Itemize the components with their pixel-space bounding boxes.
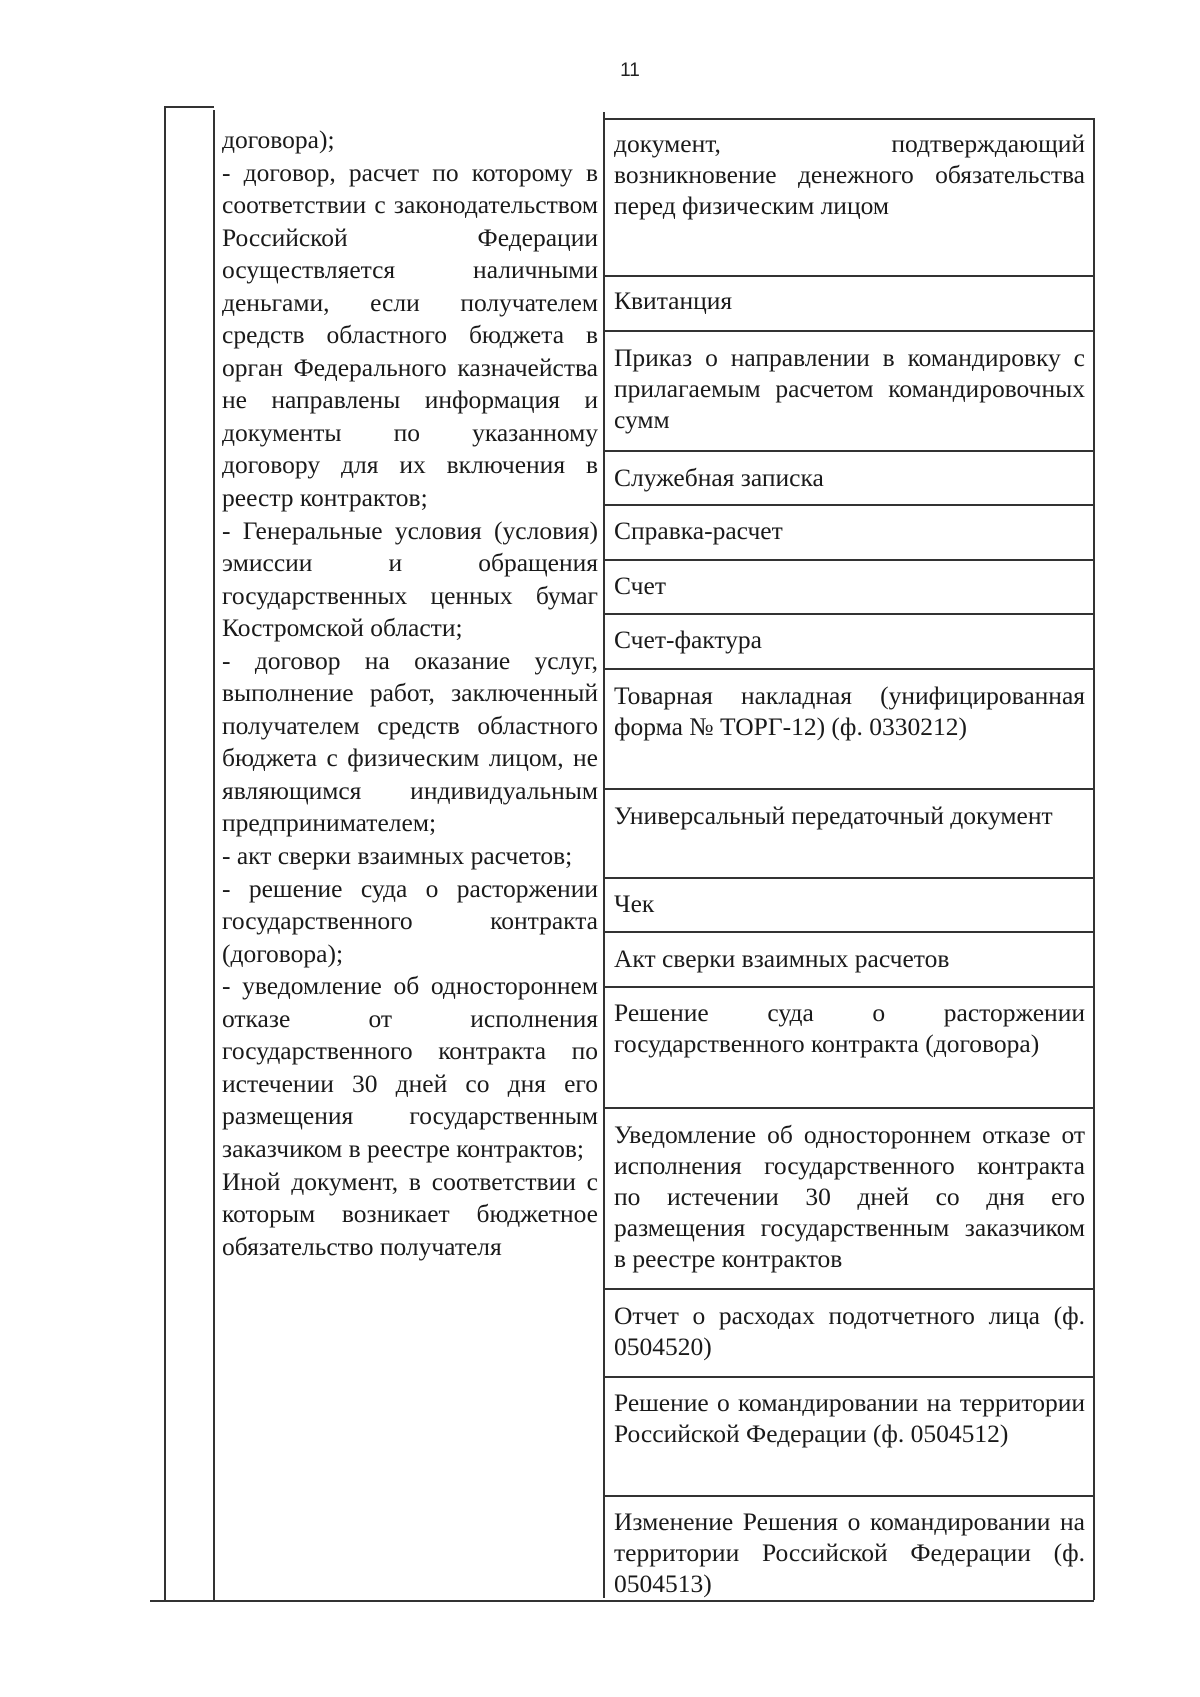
right-cell: Служебная записка: [614, 463, 824, 492]
right-cell: Счет: [614, 571, 666, 600]
right-cell: Счет-фактура: [614, 625, 762, 654]
page-number: 11: [620, 60, 640, 81]
left-paragraph: - договор, расчет по которому в соответствии с законодательством Российской Федерации осуществляется наличными деньгами, если получателем средств областного бюджета в орган Федерального казначейства не направлены информация и документы по указанному договору для их включения в реестр контрактов;: [222, 157, 598, 513]
left-paragraph: - акт сверки взаимных расчетов;: [222, 841, 573, 871]
left-column-text: [222, 124, 598, 1263]
right-cell: Решение о командировании на территории Российской Федерации (ф. 0504512): [614, 1388, 1085, 1448]
right-cell: Приказ о направлении в командировку с прилагаемым расчетом командировочных сумм: [614, 343, 1085, 434]
right-cell: Товарная накладная (унифицированная форма № ТОРГ-12) (ф. 0330212): [614, 681, 1085, 741]
left-paragraph: договора);: [222, 125, 335, 154]
right-cell: Акт сверки взаимных расчетов: [614, 944, 950, 973]
left-paragraph: Иной документ, в соответствии с которым возникает бюджетное обязательство получателя: [222, 1166, 598, 1261]
left-paragraph: - решение суда о расторжении государственного контракта (договора);: [222, 873, 598, 968]
left-paragraph: - Генеральные условия (условия) эмиссии и обращения государственных ценных бумаг Костромской области;: [222, 515, 598, 643]
right-cell: Уведомление об одностороннем отказе от исполнения государственного контракта по истечении 30 дней со дня его размещения государственным заказчиком в реестре контрактов: [614, 1120, 1085, 1273]
left-paragraph: - договор на оказание услуг, выполнение работ, заключенный получателем средств областного бюджета с физическим лицом, не являющимся индивидуальным предпринимателем;: [222, 645, 598, 838]
right-cell: Универсальный передаточный документ: [614, 801, 1053, 830]
right-cell: документ, подтверждающий возникновение денежного обязательства перед физическим лицом: [614, 129, 1085, 220]
right-cell: Квитанция: [614, 286, 733, 315]
right-cell: Отчет о расходах подотчетного лица (ф. 0504520): [614, 1301, 1085, 1361]
right-cell: Изменение Решения о командировании на территории Российской Федерации (ф. 0504513): [614, 1507, 1085, 1598]
right-cell: Чек: [614, 889, 655, 918]
left-paragraph: - уведомление об одностороннем отказе от исполнения государственного контракта по истечении 30 дней со дня его размещения государственным заказчиком в реестре контрактов;: [222, 971, 598, 1163]
right-cell: Решение суда о расторжении государственного контракта (договора): [614, 998, 1085, 1058]
right-cell: Справка-расчет: [614, 516, 783, 545]
